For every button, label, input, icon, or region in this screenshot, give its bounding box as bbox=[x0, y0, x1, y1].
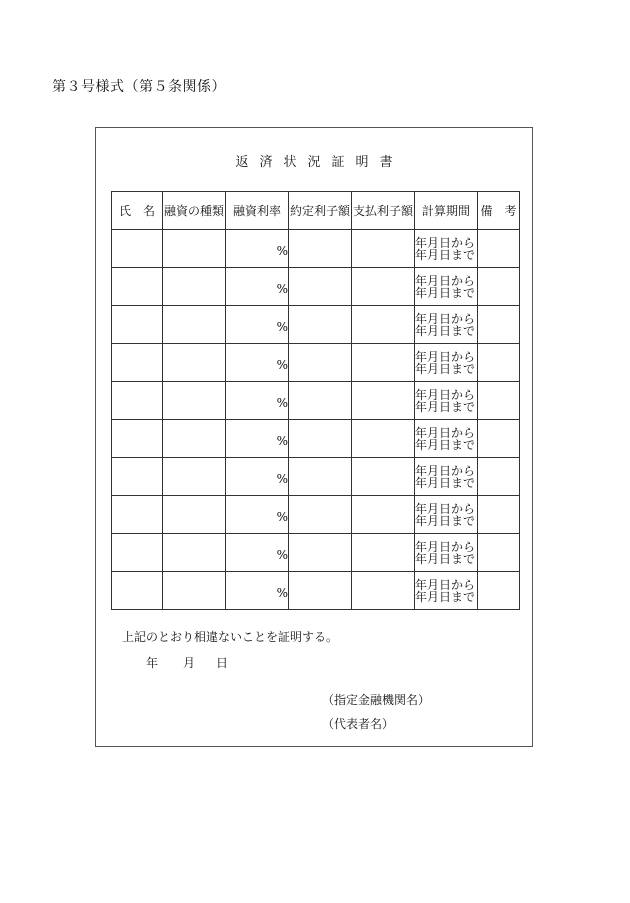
column-header: 約定利子額 bbox=[289, 192, 352, 230]
period-from-text: 年月日から bbox=[415, 311, 476, 326]
period-to-text: 年月日まで bbox=[415, 285, 476, 300]
period-from-text: 年月日から bbox=[415, 235, 476, 250]
percent-sign: % bbox=[276, 471, 288, 486]
remarks-cell bbox=[478, 534, 520, 572]
table-row bbox=[112, 420, 520, 458]
name-cell bbox=[112, 534, 163, 572]
interest-rate-cell bbox=[226, 230, 289, 268]
calculation-period-cell bbox=[415, 344, 478, 382]
name-cell bbox=[112, 344, 163, 382]
period-to-text: 年月日まで bbox=[415, 247, 476, 262]
table-row bbox=[112, 382, 520, 420]
loan-type-cell bbox=[163, 306, 226, 344]
table-header-row bbox=[112, 192, 520, 230]
period-to-text: 年月日まで bbox=[415, 513, 476, 528]
date-year-label: 年 bbox=[146, 656, 159, 670]
period-to-text: 年月日まで bbox=[415, 323, 476, 338]
loan-type-cell bbox=[163, 230, 226, 268]
contract-interest-cell bbox=[289, 344, 352, 382]
name-cell bbox=[112, 496, 163, 534]
paid-interest-cell bbox=[352, 344, 415, 382]
column-header: 備 考 bbox=[478, 192, 520, 230]
remarks-cell bbox=[478, 382, 520, 420]
document-title: 返済状況証明書 bbox=[235, 155, 404, 170]
calculation-period-cell bbox=[415, 382, 478, 420]
name-cell bbox=[112, 268, 163, 306]
percent-sign: % bbox=[276, 433, 288, 448]
period-to-text: 年月日まで bbox=[415, 399, 476, 414]
calculation-period-cell bbox=[415, 268, 478, 306]
calculation-period-cell bbox=[415, 458, 478, 496]
contract-interest-cell bbox=[289, 572, 352, 610]
form-number-label: 第３号様式（第５条関係） bbox=[52, 79, 226, 95]
remarks-cell bbox=[478, 496, 520, 534]
loan-type-cell bbox=[163, 458, 226, 496]
remarks-cell bbox=[478, 268, 520, 306]
column-header: 計算期間 bbox=[415, 192, 478, 230]
percent-sign: % bbox=[276, 357, 288, 372]
remarks-cell bbox=[478, 572, 520, 610]
interest-rate-cell bbox=[226, 534, 289, 572]
period-from-text: 年月日から bbox=[415, 425, 476, 440]
paid-interest-cell bbox=[352, 496, 415, 534]
calculation-period-cell bbox=[415, 230, 478, 268]
loan-type-cell bbox=[163, 382, 226, 420]
paid-interest-cell bbox=[352, 420, 415, 458]
period-from-text: 年月日から bbox=[415, 577, 476, 592]
name-cell bbox=[112, 572, 163, 610]
period-from-text: 年月日から bbox=[415, 463, 476, 478]
table-row bbox=[112, 572, 520, 610]
percent-sign: % bbox=[276, 243, 288, 258]
remarks-cell bbox=[478, 458, 520, 496]
percent-sign: % bbox=[276, 395, 288, 410]
period-from-text: 年月日から bbox=[415, 539, 476, 554]
period-to-text: 年月日まで bbox=[415, 475, 476, 490]
table-row bbox=[112, 306, 520, 344]
name-cell bbox=[112, 458, 163, 496]
loan-type-cell bbox=[163, 268, 226, 306]
date-line bbox=[146, 654, 228, 671]
remarks-cell bbox=[478, 420, 520, 458]
interest-rate-cell bbox=[226, 268, 289, 306]
paid-interest-cell bbox=[352, 382, 415, 420]
loan-type-cell bbox=[163, 496, 226, 534]
date-month-label: 月 bbox=[183, 656, 196, 670]
period-from-text: 年月日から bbox=[415, 349, 476, 364]
interest-rate-cell bbox=[226, 344, 289, 382]
representative-name-label: （代表者名） bbox=[322, 717, 395, 731]
calculation-period-cell bbox=[415, 496, 478, 534]
table-row bbox=[112, 534, 520, 572]
percent-sign: % bbox=[276, 585, 288, 600]
paid-interest-cell bbox=[352, 458, 415, 496]
contract-interest-cell bbox=[289, 230, 352, 268]
loan-type-cell bbox=[163, 534, 226, 572]
calculation-period-cell bbox=[415, 572, 478, 610]
period-to-text: 年月日まで bbox=[415, 551, 476, 566]
certificate-frame bbox=[95, 127, 533, 747]
period-to-text: 年月日まで bbox=[415, 361, 476, 376]
column-header: 氏 名 bbox=[112, 192, 163, 230]
period-from-text: 年月日から bbox=[415, 501, 476, 516]
period-from-text: 年月日から bbox=[415, 387, 476, 402]
paid-interest-cell bbox=[352, 534, 415, 572]
contract-interest-cell bbox=[289, 420, 352, 458]
percent-sign: % bbox=[276, 319, 288, 334]
calculation-period-cell bbox=[415, 534, 478, 572]
name-cell bbox=[112, 382, 163, 420]
period-to-text: 年月日まで bbox=[415, 437, 476, 452]
institution-name-label: （指定金融機関名） bbox=[322, 693, 431, 707]
percent-sign: % bbox=[276, 281, 288, 296]
remarks-cell bbox=[478, 344, 520, 382]
percent-sign: % bbox=[276, 547, 288, 562]
contract-interest-cell bbox=[289, 496, 352, 534]
loan-type-cell bbox=[163, 344, 226, 382]
table-row bbox=[112, 268, 520, 306]
table-row bbox=[112, 496, 520, 534]
paid-interest-cell bbox=[352, 572, 415, 610]
contract-interest-cell bbox=[289, 382, 352, 420]
contract-interest-cell bbox=[289, 534, 352, 572]
interest-rate-cell bbox=[226, 572, 289, 610]
interest-rate-cell bbox=[226, 420, 289, 458]
column-header: 融資の種類 bbox=[163, 192, 226, 230]
table-row bbox=[112, 230, 520, 268]
interest-rate-cell bbox=[226, 306, 289, 344]
date-day-label: 日 bbox=[216, 656, 229, 670]
calculation-period-cell bbox=[415, 420, 478, 458]
contract-interest-cell bbox=[289, 268, 352, 306]
column-header: 支払利子額 bbox=[352, 192, 415, 230]
remarks-cell bbox=[478, 230, 520, 268]
column-header: 融資利率 bbox=[226, 192, 289, 230]
interest-rate-cell bbox=[226, 458, 289, 496]
name-cell bbox=[112, 306, 163, 344]
repayment-table bbox=[111, 191, 520, 610]
period-from-text: 年月日から bbox=[415, 273, 476, 288]
interest-rate-cell bbox=[226, 496, 289, 534]
interest-rate-cell bbox=[226, 382, 289, 420]
certification-statement: 上記のとおり相違ないことを証明する。 bbox=[122, 630, 339, 644]
name-cell bbox=[112, 230, 163, 268]
percent-sign: % bbox=[276, 509, 288, 524]
period-to-text: 年月日まで bbox=[415, 589, 476, 604]
name-cell bbox=[112, 420, 163, 458]
paid-interest-cell bbox=[352, 268, 415, 306]
table-row bbox=[112, 344, 520, 382]
contract-interest-cell bbox=[289, 306, 352, 344]
contract-interest-cell bbox=[289, 458, 352, 496]
paid-interest-cell bbox=[352, 306, 415, 344]
calculation-period-cell bbox=[415, 306, 478, 344]
remarks-cell bbox=[478, 306, 520, 344]
loan-type-cell bbox=[163, 420, 226, 458]
loan-type-cell bbox=[163, 572, 226, 610]
paid-interest-cell bbox=[352, 230, 415, 268]
table-row bbox=[112, 458, 520, 496]
